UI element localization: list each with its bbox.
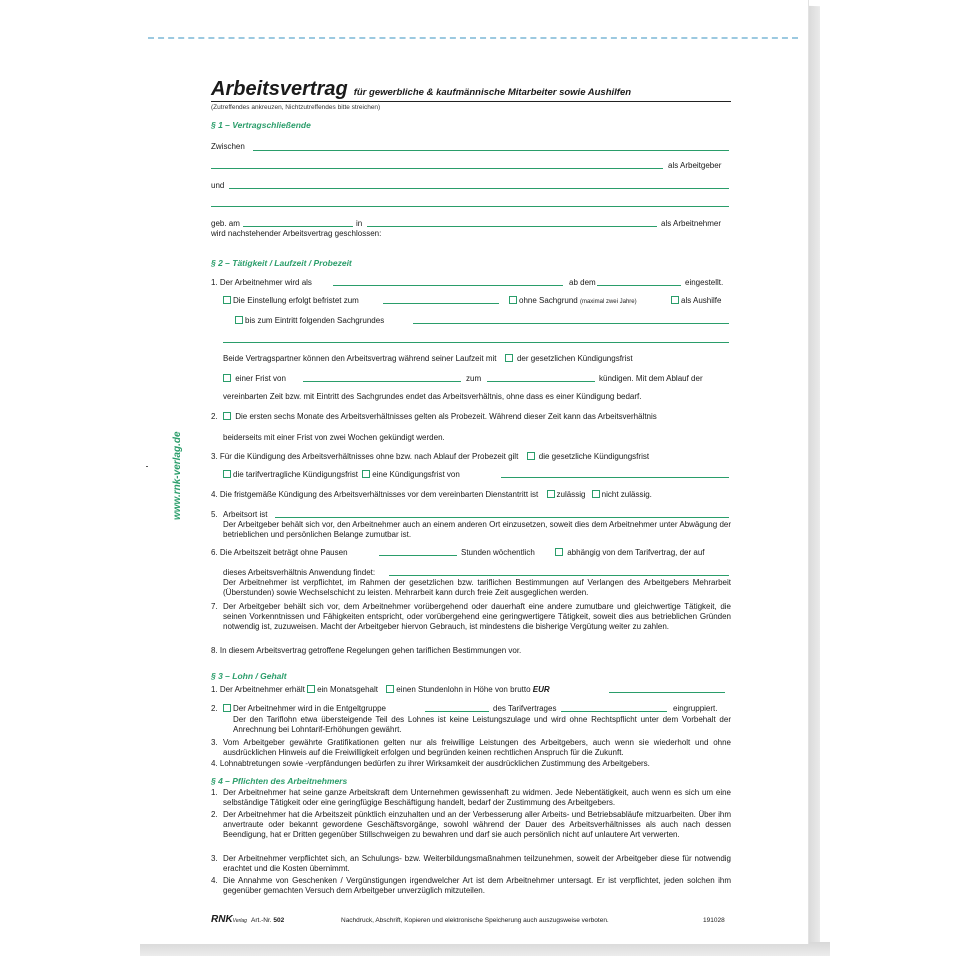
copyright-notice: Nachdruck, Abschrift, Kopieren und elektronische Speicherung auch auszugsweise verboten. [341, 917, 609, 924]
s4-p4-num: 4. [211, 876, 218, 885]
section-3-heading: § 3 – Lohn / Gehalt [211, 671, 287, 681]
aushilfe-option[interactable] [671, 296, 721, 306]
s2-p6-a: 6. Die Arbeitszeit beträgt ohne Pausen [211, 548, 348, 557]
frist-zum-field[interactable] [487, 381, 595, 382]
page-subtitle: für gewerbliche & kaufmännische Mitarbeiter sowie Aushilfen [353, 87, 632, 98]
s3-p2-a: Der Arbeitnehmer wird in die Entgeltgruppe [233, 704, 386, 713]
s2-p6-d: dieses Arbeitsverhältnis Anwendung findet: [223, 568, 376, 577]
s2-beide-a: Beide Vertragspartner können den Arbeitsvertrag während seiner Laufzeit mit [223, 354, 497, 363]
ohne-sachgrund-label: ohne Sachgrund [519, 296, 578, 305]
s2-p3-line2 [223, 470, 460, 480]
frist-field[interactable] [303, 381, 461, 382]
eine-kf-checkbox[interactable] [362, 470, 370, 478]
section-4-heading: § 4 – Pflichten des Arbeitnehmers [211, 776, 348, 786]
s2-p8: 8. In diesem Arbeitsvertrag getroffene Regelungen gehen tariflichen Bestimmungen vor. [211, 646, 522, 655]
form-code: 191028 [703, 917, 725, 924]
s2-vereinbart: vereinbarten Zeit bzw. mit Eintritt des Sachgrundes endet das Arbeitsverhältnis, ohne dass es einer Kündigung bedarf. [223, 392, 642, 401]
s4-p1-num: 1. [211, 788, 218, 797]
ohne-sachgrund-option[interactable] [509, 296, 637, 307]
art-label: Art.-Nr. [251, 917, 272, 924]
s2-p4-a: 4. Die fristgemäße Kündigung des Arbeitsverhältnisses vor dem vereinbarten Dienstantritt ist [211, 490, 539, 499]
s3-p2-line [211, 704, 386, 714]
s4-p3-num: 3. [211, 854, 218, 863]
label-und: und [211, 181, 225, 190]
label-als-arbeitgeber: als Arbeitgeber [668, 161, 722, 170]
ohne-sachgrund-checkbox[interactable] [509, 296, 517, 304]
art-number: 502 [273, 917, 285, 924]
tarif-abhaengig-option[interactable] [555, 548, 705, 558]
s2-p6-b: Stunden wöchentlich [461, 548, 535, 557]
befristet-label: Die Einstellung erfolgt befristet zum [233, 296, 359, 305]
s4-p2-text: Der Arbeitnehmer hat die Arbeitszeit pünktlich einzuhalten und an der Verbesserung aller Arbeits- und Betriebsabläufe mitzuarbeiten. Über ihm anvertraute oder bekannt gewordene Geschäftsvorgänge, sowohl während der Dauer des Arbeitsverhältnisses als auch nach dessen Beendigung, hat er Dritten gegenüber Stillschweigen zu bewahren und darf sie auch persönlich nicht auf unlautere Art verwerten. [223, 810, 731, 839]
s4-p4-text: Die Annahme von Geschenken / Vergünstigungen irgendwelcher Art ist dem Arbeitnehmer untersagt. Er ist verpflichtet, jeden solchen ihm gegenüber gemachten Versuch dem Arbeitgeber unverzüglich mitzuteilen. [223, 876, 731, 895]
kuendigungsfrist-field[interactable] [501, 477, 729, 478]
s2-p7-num: 7. [211, 602, 218, 611]
gesetzliche-frist-checkbox[interactable] [505, 354, 513, 362]
s2-p1-text-c: eingestellt. [685, 278, 724, 287]
label-als-arbeitnehmer: als Arbeitnehmer [661, 219, 722, 228]
s4-p2-num: 2. [211, 810, 218, 819]
s2-p6-e: Der Arbeitnehmer ist verpflichtet, im Rahmen der gesetzlichen bzw. tariflichen Bestimmungen auf Verlangen des Arbeitgebers Mehrarbeit (Überstunden) sowie Wechselschicht zu leisten. Mehrarbeit kann durch freie Zeit ausgeglichen werden. [223, 578, 731, 597]
s2-p2-a: Die ersten sechs Monate des Arbeitsverhältnisses gelten als Probezeit. Während dieser Zeit kann das Arbeitsverhältnis [235, 412, 657, 421]
s3-p2-num: 2. [211, 704, 218, 713]
s2-p2-b: beiderseits mit einer Frist von zwei Wochen gekündigt werden. [223, 433, 445, 442]
employer-name-field[interactable] [253, 150, 729, 151]
s2-p2-line1 [211, 412, 657, 422]
nicht-zulaessig-checkbox[interactable] [592, 490, 600, 498]
employer-address-field[interactable] [211, 168, 663, 169]
lohn-betrag-field[interactable] [609, 692, 725, 693]
birthplace-field[interactable] [367, 226, 657, 227]
s3-p1-b: ein Monatsgehalt [317, 685, 378, 694]
befristet-date-field[interactable] [383, 303, 499, 304]
s2-p3-b: die gesetzliche Kündigungsfrist [538, 452, 650, 461]
rnk-logo [211, 914, 247, 925]
s3-p3-text: Vom Arbeitgeber gewährte Gratifikationen gelten nur als freiwillige Leistungen des Arbeitgebers, auch wenn sie wiederholt und ohne ausdrücklichen Hinweis auf die Freiwilligkeit erfolgen und begründen keinen rechtlichen Anspruch für die Zukunft. [223, 738, 731, 757]
section-2-heading: § 2 – Tätigkeit / Laufzeit / Probezeit [211, 258, 352, 268]
page-shadow-bottom [140, 942, 830, 956]
stundenlohn-checkbox[interactable] [386, 685, 394, 693]
fold-mark [146, 466, 148, 467]
s2-beide-text [223, 354, 633, 364]
arbeitsort-field[interactable] [275, 517, 729, 518]
s4-p3-text: Der Arbeitnehmer verpflichtet sich, an Schulungs- bzw. Weiterbildungsmaßnahmen teilzunehmen, soweit der Arbeitgeber diese für notwendig erachtet und die Kosten übernimmt. [223, 854, 731, 873]
label-geb-am: geb. am [211, 219, 240, 228]
s2-p1-text-b: ab dem [569, 278, 596, 287]
employee-name-field[interactable] [229, 188, 729, 189]
frist-checkbox[interactable] [223, 374, 231, 382]
s3-p2-d: Der den Tariflohn etwa übersteigende Teil des Lohnes ist keine Leistungszulage und wird ohne Rechtspflicht unter dem Vorbehalt der Anrechnung bei Lohntarif-Erhöhungen gewährt. [233, 715, 731, 734]
s3-p1-c: einen Stundenlohn in Höhe von brutto [396, 685, 531, 694]
s2-p7-text: Der Arbeitgeber behält sich vor, dem Arbeitnehmer vorübergehend oder dauerhaft eine andere zumutbare und gleichwertige Tätigkeit, die seinen Vorkenntnissen und Fähigkeiten entspricht, oder vorübergehend eine geringwertigere Tätigkeit, soweit dies aus betrieblichen Gründen notwendig ist, zuzuweisen. Macht der Arbeitgeber hiervon Gebrauch, ist mindestens die bisherige Vergütung weiter zu zahlen. [223, 602, 731, 631]
title-row [211, 78, 731, 102]
fill-hint: (Zutreffendes ankreuzen, Nichtzutreffendes bitte streichen) [211, 104, 381, 111]
wochenstunden-field[interactable] [379, 555, 457, 556]
s4-p2 [211, 810, 731, 840]
s2-p3-d: eine Kündigungsfrist von [372, 470, 460, 479]
frist-label: einer Frist von [235, 374, 286, 383]
sachgrund-field-2[interactable] [223, 342, 729, 343]
sachgrund-field[interactable] [413, 323, 729, 324]
s2-p4-b: zulässig [556, 490, 586, 499]
monatsgehalt-checkbox[interactable] [307, 685, 315, 693]
s4-p4 [211, 876, 731, 896]
s3-p2-b: des Tarifvertrages [493, 704, 557, 713]
s3-p2-c: eingruppiert. [673, 704, 718, 713]
s2-p3-c: die tarifvertragliche Kündigungsfrist [233, 470, 358, 479]
job-title-field[interactable] [333, 285, 563, 286]
sachgrund-label: bis zum Eintritt folgenden Sachgrundes [245, 316, 385, 325]
s3-p3 [211, 738, 731, 758]
s2-p5-line [211, 510, 267, 520]
befristet-checkbox[interactable] [223, 296, 231, 304]
s2-p4-c: nicht zulässig. [601, 490, 652, 499]
birthdate-field[interactable] [243, 226, 353, 227]
tarifvertrag-field[interactable] [389, 575, 729, 576]
page-title: Arbeitsvertrag [211, 78, 348, 100]
rnk-brand: RNK [211, 914, 233, 925]
s3-p4: 4. Lohnabtretungen sowie -verpfändungen bedürfen zu ihrer Wirksamkeit der ausdrücklichen Zustimmung des Arbeitgebers. [211, 759, 650, 768]
s2-p7 [211, 602, 731, 632]
s2-p5-a: Arbeitsort ist [223, 510, 268, 519]
s4-p1 [211, 788, 731, 808]
employee-address-field[interactable] [211, 206, 729, 207]
probezeit-checkbox[interactable] [223, 412, 231, 420]
eur-label: EUR [532, 685, 550, 694]
s2-p5-b: Der Arbeitgeber behält sich vor, den Arbeitnehmer auch an einem anderen Ort einzusetzen, soweit dies dem Arbeitnehmer unter Abwägung der betrieblichen und persönlichen Belange zumutbar ist. [223, 520, 731, 539]
s4-p3 [211, 854, 731, 874]
tarif-kf-checkbox[interactable] [223, 470, 231, 478]
s2-p6-c: abhängig von dem Tarifvertrag, der auf [567, 548, 705, 557]
s2-p2-num: 2. [211, 412, 218, 421]
tarifvertrag-name-field[interactable] [561, 711, 667, 712]
frist-option[interactable] [223, 374, 286, 384]
label-in: in [356, 219, 363, 228]
s2-p5-num: 5. [211, 510, 218, 519]
frist-kuendigen-label: kündigen. Mit dem Ablauf der [599, 374, 703, 383]
s2-beide-b: der gesetzlichen Kündigungsfrist [516, 354, 633, 363]
aushilfe-checkbox[interactable] [671, 296, 679, 304]
zulaessig-checkbox[interactable] [547, 490, 555, 498]
section-1-heading: § 1 – Vertragschließende [211, 120, 311, 130]
s4-p1-text: Der Arbeitnehmer hat seine ganze Arbeitskraft dem Unternehmen gewissenhaft zu widmen. Jede Nebentätigkeit, auch wenn es sich um eine selbständige Tätigkeit oder eine geringfügige Beschäftigung handelt, bedarf der Zustimmung des Arbeitgebers. [223, 788, 731, 807]
aushilfe-label: als Aushilfe [681, 296, 722, 305]
entgeltgruppe-field[interactable] [425, 711, 489, 712]
s3-p3-num: 3. [211, 738, 218, 747]
s2-p3-line1 [211, 452, 649, 462]
frist-zum-label: zum [466, 374, 482, 383]
rnk-verlag: Verlag [232, 918, 247, 924]
perforation-line [148, 37, 798, 39]
s2-p3-a: 3. Für die Kündigung des Arbeitsverhältnisses ohne bzw. nach Ablauf der Probezeit gilt [211, 452, 519, 461]
art-nr [251, 917, 284, 924]
gesetzliche-kf-checkbox[interactable] [527, 452, 535, 460]
side-url: www.rnk-verlag.de [172, 431, 183, 520]
s3-p1-line [211, 685, 550, 695]
max-jahre-note: (maximal zwei Jahre) [579, 299, 637, 305]
s2-p4-line [211, 490, 652, 500]
start-date-field[interactable] [597, 285, 681, 286]
s2-p1-text-a: 1. Der Arbeitnehmer wird als [211, 278, 312, 287]
befristet-option[interactable] [223, 296, 359, 306]
entgeltgruppe-checkbox[interactable] [223, 704, 231, 712]
s3-p1-a: 1. Der Arbeitnehmer erhält [211, 685, 305, 694]
label-geschlossen: wird nachstehender Arbeitsvertrag geschlossen: [211, 229, 382, 238]
sachgrund-checkbox[interactable] [235, 316, 243, 324]
form-content [211, 78, 731, 895]
label-zwischen: Zwischen [211, 142, 245, 151]
tarif-abhaengig-checkbox[interactable] [555, 548, 563, 556]
sachgrund-option[interactable] [235, 316, 384, 326]
